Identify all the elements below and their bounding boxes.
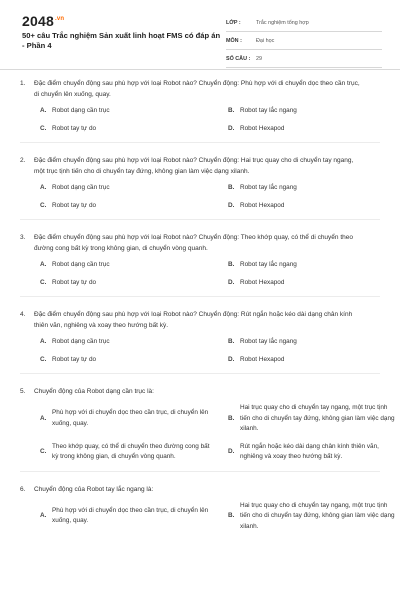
answer-option[interactable] xyxy=(228,278,398,289)
question-body: Đặc điểm chuyển động sau phù hợp với loại Robot nào? Chuyển động: Phù hợp với di chuyển dọc theo cần trục, di chuyển lên xuống, quay. xyxy=(34,80,360,98)
question-separator xyxy=(20,471,380,472)
question-text xyxy=(20,155,380,177)
answer-text: Robot Hexapod xyxy=(240,201,285,209)
answer-letter: B. xyxy=(228,261,235,268)
meta-row-class xyxy=(226,14,382,32)
answer-option[interactable] xyxy=(40,337,210,348)
meta-key: LỚP : xyxy=(226,19,241,26)
question-text xyxy=(20,78,380,100)
answer-letter: C. xyxy=(40,278,47,286)
question-item xyxy=(20,386,395,472)
answer-option[interactable] xyxy=(228,442,398,463)
answer-text: Robot dạng cần trục xyxy=(52,107,110,114)
answer-text: Robot dạng cần trục xyxy=(52,261,110,268)
answer-option[interactable] xyxy=(40,106,210,117)
question-number: 5. xyxy=(20,388,26,395)
question-separator xyxy=(20,296,380,297)
question-number: 1. xyxy=(20,80,26,87)
question-separator xyxy=(20,219,380,220)
question-list xyxy=(0,78,400,544)
answer-text: Robot tay tự do xyxy=(52,201,97,209)
answer-letter: C. xyxy=(40,201,47,209)
question-text xyxy=(20,484,380,495)
answer-letter: D. xyxy=(228,201,235,209)
question-number: 4. xyxy=(20,311,26,318)
answer-grid xyxy=(40,106,380,134)
question-text xyxy=(20,386,380,397)
answer-letter: D. xyxy=(228,447,235,455)
answer-letter: B. xyxy=(228,107,235,114)
answer-letter: A. xyxy=(40,414,47,422)
page-title: 50+ câu Trắc nghiệm Sản xuất linh hoạt FMS có đáp án - Phần 4 xyxy=(22,31,221,50)
answer-text: Robot tay lắc ngang xyxy=(240,261,297,268)
logo-text: 2048 xyxy=(22,13,54,29)
question-number: 3. xyxy=(20,234,26,241)
answer-letter: B. xyxy=(228,184,235,191)
answer-option[interactable] xyxy=(40,442,210,463)
question-item xyxy=(20,155,380,220)
answer-letter: A. xyxy=(40,107,47,114)
answer-letter: D. xyxy=(228,278,235,286)
meta-value: Đại học xyxy=(256,37,275,44)
question-body: Đặc điểm chuyển động sau phù hợp với loại Robot nào? Chuyển động: Hai trục quay cho di chuyển tay ngang, một trục tịnh tiến cho di chuyển tay đứng, không gian làm việc dạng xilanh. xyxy=(34,157,354,175)
answer-option[interactable] xyxy=(40,403,210,435)
answer-text: Robot Hexapod xyxy=(240,124,285,132)
answer-option[interactable] xyxy=(228,501,398,533)
answer-text: Robot Hexapod xyxy=(240,355,285,363)
question-body: Chuyển động của Robot tay lắc ngang là: xyxy=(34,485,154,493)
site-logo[interactable] xyxy=(22,13,64,29)
question-body: Chuyển động của Robot dạng cần trục là: xyxy=(34,388,154,395)
answer-grid xyxy=(40,183,380,211)
question-text xyxy=(20,309,380,331)
answer-text: Robot tay tự do xyxy=(52,355,97,363)
meta-value: 29 xyxy=(256,55,262,62)
question-item xyxy=(20,78,380,143)
question-item xyxy=(20,309,380,374)
answer-text: Robot dạng cần trục xyxy=(52,338,110,345)
answer-text: Robot tay lắc ngang xyxy=(240,338,297,345)
answer-text: Robot tay tự do xyxy=(52,124,97,132)
meta-table xyxy=(226,14,382,68)
answer-text: Hai trục quay cho di chuyển tay ngang, một trục tịnh tiến cho di chuyển tay đứng, không gian làm việc dạng xilanh. xyxy=(240,501,395,530)
answer-text: Robot dạng cần trục xyxy=(52,184,110,191)
answer-letter: C. xyxy=(40,355,47,363)
meta-key: SỐ CÂU : xyxy=(226,55,251,62)
answer-option[interactable] xyxy=(228,201,398,212)
answer-grid xyxy=(40,501,395,533)
question-text xyxy=(20,232,380,254)
answer-option[interactable] xyxy=(228,260,398,271)
answer-text: Robot Hexapod xyxy=(240,278,285,286)
question-item xyxy=(20,232,380,297)
answer-text: Phù hợp với di chuyển dọc theo cần trục, di chuyển lên xuống, quay. xyxy=(52,409,209,427)
answer-letter: A. xyxy=(40,338,47,345)
question-separator xyxy=(20,142,380,143)
answer-option[interactable] xyxy=(40,183,210,194)
answer-text: Robot tay lắc ngang xyxy=(240,184,297,191)
answer-grid xyxy=(40,260,380,288)
question-body: Đặc điểm chuyển động sau phù hợp với loại Robot nào? Chuyển động: Theo khớp quay, có thể di chuyển theo đường cong bất kỳ trong không gian, di chuyển vòng quanh. xyxy=(34,234,353,252)
question-body: Đặc điểm chuyển động sau phù hợp với loại Robot nào? Chuyển động: Rút ngắn hoặc kéo dài dạng chân kính thiên văn, nghiêng và xoay theo hướng bất kỳ. xyxy=(34,311,353,329)
answer-letter: C. xyxy=(40,124,47,132)
answer-option[interactable] xyxy=(228,337,398,348)
header xyxy=(0,0,400,70)
logo-suffix: .vn xyxy=(54,16,65,23)
question-number: 2. xyxy=(20,157,26,164)
answer-letter: D. xyxy=(228,124,235,132)
meta-row-subject xyxy=(226,32,382,50)
answer-text: Rút ngắn hoặc kéo dài dạng chân kính thiên văn, nghiêng và xoay theo hướng bất kỳ. xyxy=(240,442,379,460)
answer-option[interactable] xyxy=(40,201,210,212)
answer-option[interactable] xyxy=(40,278,210,289)
header-divider xyxy=(0,69,400,70)
answer-letter: B. xyxy=(228,512,235,519)
answer-text: Robot tay lắc ngang xyxy=(240,107,297,114)
question-item xyxy=(20,484,395,533)
meta-value: Trắc nghiệm tổng hợp xyxy=(256,19,309,26)
meta-key: MÔN : xyxy=(226,37,242,44)
answer-text: Robot tay tự do xyxy=(52,278,97,286)
answer-letter: A. xyxy=(40,261,47,268)
answer-letter: B. xyxy=(228,338,235,345)
answer-letter: C. xyxy=(40,447,47,455)
answer-option[interactable] xyxy=(228,183,398,194)
answer-grid xyxy=(40,337,380,365)
answer-option[interactable] xyxy=(40,355,210,366)
answer-option[interactable] xyxy=(228,403,398,435)
question-number: 6. xyxy=(20,485,26,493)
answer-letter: B. xyxy=(228,414,235,422)
answer-letter: A. xyxy=(40,184,47,191)
answer-option[interactable] xyxy=(40,501,210,533)
answer-option[interactable] xyxy=(40,124,210,135)
answer-option[interactable] xyxy=(228,355,398,366)
answer-text: Theo khớp quay, có thể di chuyển theo đường cong bất kỳ trong không gian, di chuyển vòng quanh. xyxy=(52,442,210,460)
answer-grid xyxy=(40,403,395,463)
answer-letter: A. xyxy=(40,512,47,519)
answer-text: Phù hợp với di chuyển dọc theo cần trục, di chuyển lên xuống, quay. xyxy=(52,506,209,525)
meta-row-count xyxy=(226,50,382,68)
answer-option[interactable] xyxy=(40,260,210,271)
answer-letter: D. xyxy=(228,355,235,363)
answer-option[interactable] xyxy=(228,124,398,135)
question-separator xyxy=(20,373,380,374)
answer-option[interactable] xyxy=(228,106,398,117)
answer-text: Hai trục quay cho di chuyển tay ngang, một trục tịnh tiến cho di chuyển tay đứng, không gian làm việc dạng xilanh. xyxy=(240,404,395,432)
